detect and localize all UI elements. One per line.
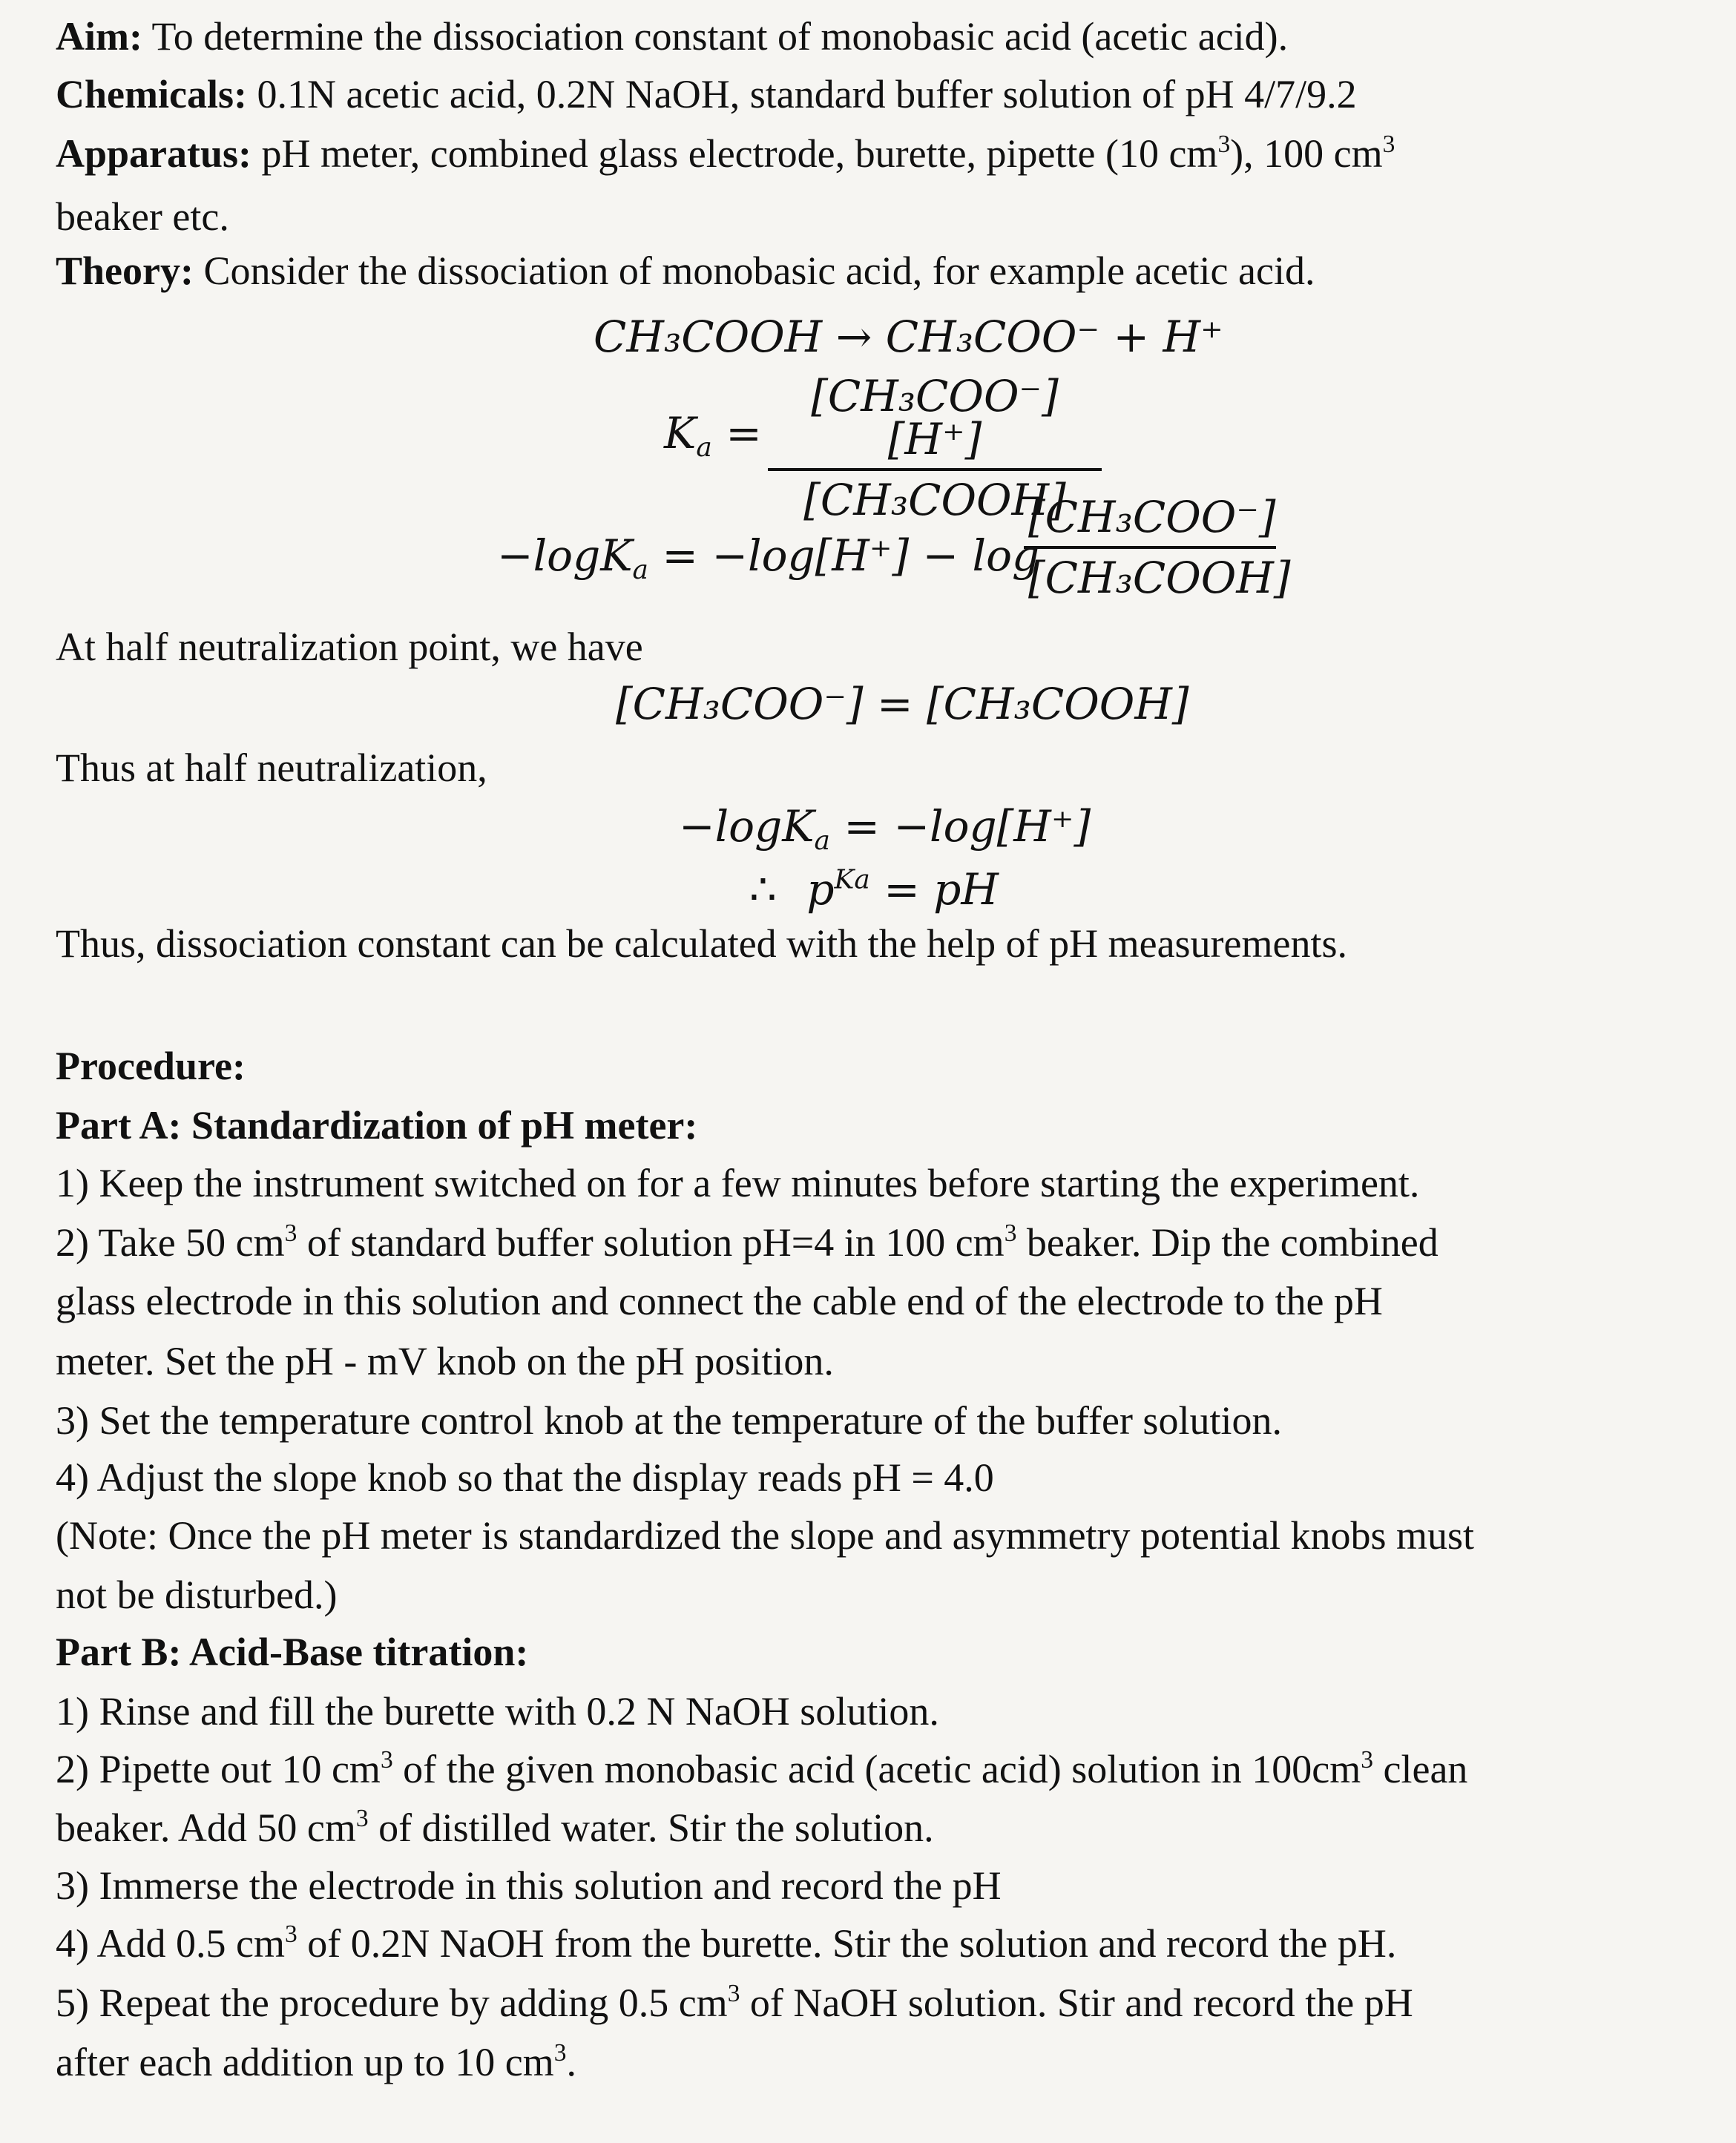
- part-a-note-line-1: (Note: Once the pH meter is standardized the slope and asymmetry potential knobs must: [56, 1513, 1475, 1558]
- part-b-step-3: 3) Immerse the electrode in this solution and record the pH: [56, 1863, 1002, 1908]
- part-b-step-5-l2b: .: [566, 2040, 576, 2084]
- part-a-step-1: 1) Keep the instrument switched on for a few minutes before starting the experiment.: [56, 1161, 1420, 1205]
- part-b-step-2: [56, 1745, 1468, 1791]
- part-a-heading: Part A: Standardization of pH meter:: [56, 1103, 698, 1148]
- part-b-step-2-exp-2: 3: [1361, 1745, 1374, 1774]
- eq2-denominator: [CH₃COOH]: [803, 475, 1066, 525]
- chemicals-text: 0.1N acetic acid, 0.2N NaOH, standard buffer solution of pH 4/7/9.2: [246, 72, 1357, 116]
- eq3-left: [497, 530, 1040, 585]
- eq5: [679, 801, 1091, 856]
- equation-dissociation: [594, 312, 1223, 362]
- part-b-step-2-exp: 3: [380, 1745, 393, 1774]
- eq3-numerator: [CH₃COO⁻]: [1028, 492, 1276, 542]
- part-b-step-2-l2a: beaker. Add 50 cm: [56, 1805, 356, 1850]
- part-a-step-2-line-3: meter. Set the pH - mV knob on the pH position.: [56, 1339, 834, 1383]
- part-b-step-5-l2a: after each addition up to 10 cm: [56, 2040, 554, 2084]
- theory-text: Consider the dissociation of monobasic acid, for example acetic acid.: [193, 248, 1315, 293]
- part-b-step-5-line-2: [56, 2038, 576, 2084]
- theory-line: [56, 248, 1315, 293]
- eq2-numerator: [CH₃COO⁻][H⁺]: [811, 371, 1059, 464]
- part-b-step-2-l2-exp: 3: [355, 1804, 369, 1832]
- part-b-step-5-b: of NaOH solution. Stir and record the pH: [740, 1981, 1413, 2025]
- apparatus-label: Apparatus:: [56, 131, 252, 176]
- aim-line: [56, 14, 1289, 59]
- eq3-denominator: [CH₃COOH]: [1028, 553, 1291, 603]
- part-b-step-4: [56, 1920, 1397, 1966]
- part-a-step-3: 3) Set the temperature control knob at the temperature of the buffer solution.: [56, 1398, 1282, 1443]
- eq3-mid: = −log[H⁺] − log: [648, 530, 1040, 581]
- part-a-step-4: 4) Adjust the slope knob so that the display reads pH = 4.0: [56, 1455, 994, 1500]
- eq3-sub: a: [632, 554, 648, 585]
- eq1-rhs: CH₃COO⁻ + H⁺: [885, 312, 1223, 362]
- part-b-step-5-l2-exp: 3: [553, 2038, 567, 2067]
- eq6-p: p: [806, 864, 835, 915]
- part-b-step-5-a: 5) Repeat the procedure by adding 0.5 cm: [56, 1981, 728, 2025]
- part-b-heading: Part B: Acid-Base titration:: [56, 1630, 529, 1674]
- chemicals-label: Chemicals:: [56, 72, 247, 116]
- eq2-sub: a: [696, 432, 712, 463]
- apparatus-line-2: beaker etc.: [56, 194, 229, 239]
- aim-label: Aim:: [56, 14, 142, 59]
- part-a-note-line-2: not be disturbed.): [56, 1573, 338, 1617]
- eq3-fraction: [1024, 492, 1291, 603]
- part-b-step-2-l2b: of distilled water. Stir the solution.: [368, 1805, 934, 1850]
- eq5-lhs: −logK: [679, 801, 815, 852]
- part-b-step-5-exp: 3: [727, 1979, 740, 2007]
- eq6-therefore: ∴: [749, 864, 777, 915]
- part-a-step-2-line-2: glass electrode in this solution and connect the cable end of the electrode to the pH: [56, 1279, 1383, 1323]
- part-b-step-2-c: clean: [1373, 1747, 1468, 1791]
- eq6-sup: Ka: [834, 864, 870, 895]
- part-b-step-2-line-2: [56, 1804, 934, 1850]
- eq1-lhs: CH₃COOH: [594, 312, 823, 362]
- apparatus-exp-2: 3: [1382, 130, 1395, 158]
- eq2-lhs: [664, 408, 762, 463]
- theory-label: Theory:: [56, 248, 194, 293]
- eq3-lhs: −logK: [497, 530, 633, 581]
- part-b-step-1: 1) Rinse and fill the burette with 0.2 N NaOH solution.: [56, 1689, 939, 1734]
- apparatus-line: [56, 130, 1395, 176]
- part-a-step-2: [56, 1219, 1688, 1265]
- eq2-k: K: [664, 408, 697, 458]
- part-a-step-2-a: 2) Take 50 $cm^3$ of standard buffer solution pH=4 in 100 $cm^3$ beaker. Dip the combined: [56, 1219, 1439, 1265]
- part-b-step-2-b: of the given monobasic acid (acetic acid) solution in 100cm: [392, 1747, 1361, 1791]
- thus-calc-line: Thus, dissociation constant can be calculated with the help of pH measurements.: [56, 921, 1347, 966]
- chemicals-line: [56, 74, 1357, 114]
- apparatus-text-a: pH meter, combined glass electrode, burette, pipette (10 cm: [251, 131, 1218, 176]
- part-b-step-5: [56, 1979, 1413, 2025]
- eq1-arrow: →: [835, 312, 872, 362]
- eq2-equals: =: [726, 408, 762, 458]
- apparatus-text-b: ), 100 cm: [1230, 131, 1383, 176]
- eq5-rhs: = −log[H⁺]: [829, 801, 1091, 852]
- half-point-line: At half neutralization point, we have: [56, 625, 643, 669]
- part-b-step-4-b: of 0.2N NaOH from the burette. Stir the solution and record the pH.: [297, 1921, 1397, 1966]
- procedure-heading: Procedure:: [56, 1044, 246, 1088]
- equation-half-equal: [CH₃COO⁻] = [CH₃COOH]: [616, 679, 1189, 729]
- part-b-step-4-exp: 3: [284, 1920, 297, 1948]
- eq6-rhs: = pH: [869, 864, 999, 915]
- part-b-step-4-a: 4) Add 0.5 cm: [56, 1921, 285, 1966]
- thus-half-line: Thus at half neutralization,: [56, 745, 487, 790]
- part-b-step-2-a: 2) Pipette out 10 cm: [56, 1747, 381, 1791]
- aim-text: To determine the dissociation constant of monobasic acid (acetic acid).: [142, 14, 1289, 59]
- eq5-sub: a: [814, 825, 830, 856]
- apparatus-exp: 3: [1217, 130, 1231, 158]
- eq6: [749, 864, 999, 915]
